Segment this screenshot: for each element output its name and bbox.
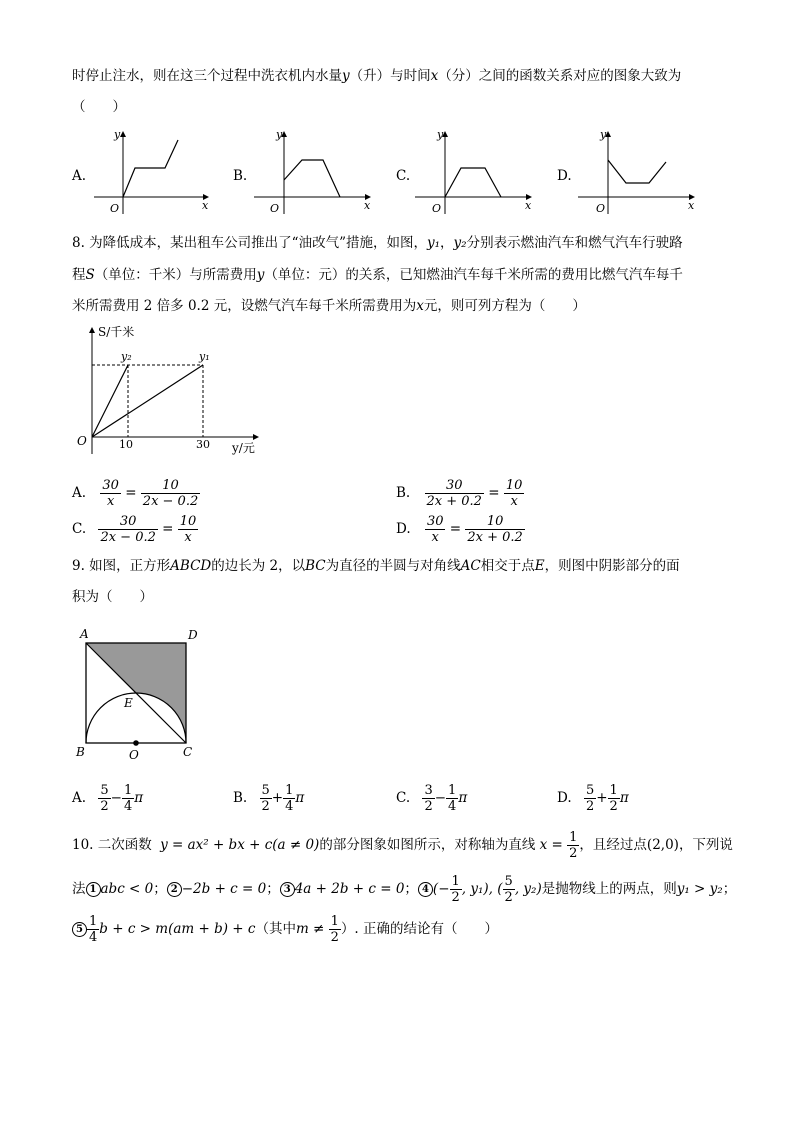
q8-label-y2: y₂ <box>121 350 132 363</box>
q7-option-a-label[interactable]: A. <box>72 168 87 184</box>
q9-option-a[interactable]: A. $\frac{5}{2}$ − $\frac{1}{4}$ π <box>72 783 144 814</box>
q7-b-x-label: x <box>364 199 371 212</box>
q8-graph <box>72 322 272 457</box>
q7-d-origin: O <box>596 202 606 215</box>
q9-label-b: B <box>76 745 85 759</box>
q9-line-2: 积为（ ） <box>72 589 153 605</box>
q9-label-a: A <box>80 627 89 641</box>
q8-label-y1: y₁ <box>199 350 210 363</box>
circle-4-icon: 4 <box>418 882 433 897</box>
q8-line-1: 8. 为降低成本，某出租车公司推出了“油改气”措施，如图，y₁，y₂分别表示燃油汽车和燃气汽车行驶路 <box>72 235 683 251</box>
q7-c-origin: O <box>432 202 442 215</box>
q8-tick-10: 10 <box>119 438 133 451</box>
q7-graph-c[interactable] <box>411 126 541 218</box>
q7-b-y-label: y <box>276 128 283 141</box>
q9-option-c[interactable]: C. $\frac{3}{2}$ − $\frac{1}{4}$ π <box>396 783 468 814</box>
q7-option-c-label[interactable]: C. <box>396 168 411 184</box>
q8-option-d[interactable]: D. $\frac{30}{x}$ = $\frac{10}{2x + 0.2}$ <box>396 514 523 545</box>
q8-option-a[interactable]: A. $\frac{30}{x}$ = $\frac{10}{2x - 0.2}$ <box>72 478 199 509</box>
q10-line-2: 法 1 abc < 0； 2 −2b + c = 0； 3 4a + 2b + c = 0； 4 (− $\frac{1}{2}$ , y₁), ( $\frac{5}{2}$ , y₂)是抛物线上的两点，则y₁ > y₂； <box>72 874 737 905</box>
q7-graph-d[interactable] <box>574 126 704 218</box>
q8-option-c[interactable]: C. $\frac{30}{2x - 0.2}$ = $\frac{10}{x}$ <box>72 514 197 545</box>
q7-a-curve <box>123 140 178 197</box>
q7-b-origin: O <box>270 202 280 215</box>
q7-option-d-label[interactable]: D. <box>557 168 572 184</box>
q7-option-b-label[interactable]: B. <box>233 168 248 184</box>
q9-line-1: 9. 如图，正方形ABCD的边长为 2，以BC为直径的半圆与对角线AC相交于点E，则图中阴影部分的面 <box>72 558 680 574</box>
q7-c-y-label: y <box>437 128 444 141</box>
q7-line-1: 时停止注水，则在这三个过程中洗衣机内水量y（升）与时间x（分）之间的函数关系对应的图象大致为 <box>72 68 682 84</box>
q7-graph-b[interactable] <box>250 126 380 218</box>
q8-x-axis-label: y/元 <box>232 441 255 455</box>
circle-3-icon: 3 <box>280 882 295 897</box>
q8-line-y1 <box>92 365 203 437</box>
q9-label-c: C <box>183 745 193 759</box>
q9-option-d[interactable]: D. $\frac{5}{2}$ + $\frac{1}{2}$ π <box>557 783 629 814</box>
q10-line-3: 5 $\frac{1}{4}$ b + c > m(am + b) + c（其中m ≠ $\frac{1}{2}$ ）. 正确的结论有（ ） <box>72 914 498 945</box>
q8-line-2: 程S（单位：千米）与所需费用y（单位：元）的关系，已知燃油汽车每千米所需的费用比燃气汽车每千 <box>72 267 683 283</box>
q9-option-b[interactable]: B. $\frac{5}{2}$ + $\frac{1}{4}$ π <box>233 783 305 814</box>
q8-line-y2 <box>92 365 128 437</box>
q10-line-1: 10. 二次函数 y = ax² + bx + c(a ≠ 0)的部分图象如图所示，对称轴为直线 x = $\frac{1}{2}$ ，且经过点(2,0)，下列说 <box>72 830 733 861</box>
q9-figure <box>72 626 212 762</box>
q9-label-o: O <box>129 748 139 762</box>
circle-5-icon: 5 <box>72 922 87 937</box>
q9-point-o <box>133 740 139 746</box>
q9-label-d: D <box>188 628 198 642</box>
q7-b-curve <box>284 160 340 197</box>
q7-a-x-label: x <box>202 199 209 212</box>
q7-a-y-label: y <box>114 128 121 141</box>
circle-2-icon: 2 <box>167 882 182 897</box>
q7-a-origin: O <box>110 202 120 215</box>
q8-y-axis-label: S/千米 <box>98 325 135 339</box>
q8-line-3: 米所需费用 2 倍多 0.2 元，设燃气汽车每千米所需费用为x元，则可列方程为（ ） <box>72 298 586 314</box>
q8-tick-30: 30 <box>196 438 210 451</box>
q7-d-x-label: x <box>688 199 695 212</box>
q7-answer-paren: （ ） <box>72 99 126 115</box>
q9-label-e: E <box>124 696 133 710</box>
circle-1-icon: 1 <box>86 882 101 897</box>
q7-c-x-label: x <box>525 199 532 212</box>
q7-c-curve <box>445 168 501 197</box>
q7-d-y-label: y <box>600 128 607 141</box>
q8-option-b[interactable]: B. $\frac{30}{2x + 0.2}$ = $\frac{10}{x}$ <box>396 478 523 509</box>
q8-origin: O <box>77 434 87 448</box>
q7-graph-a[interactable] <box>88 126 218 218</box>
q7-d-curve <box>608 160 666 183</box>
